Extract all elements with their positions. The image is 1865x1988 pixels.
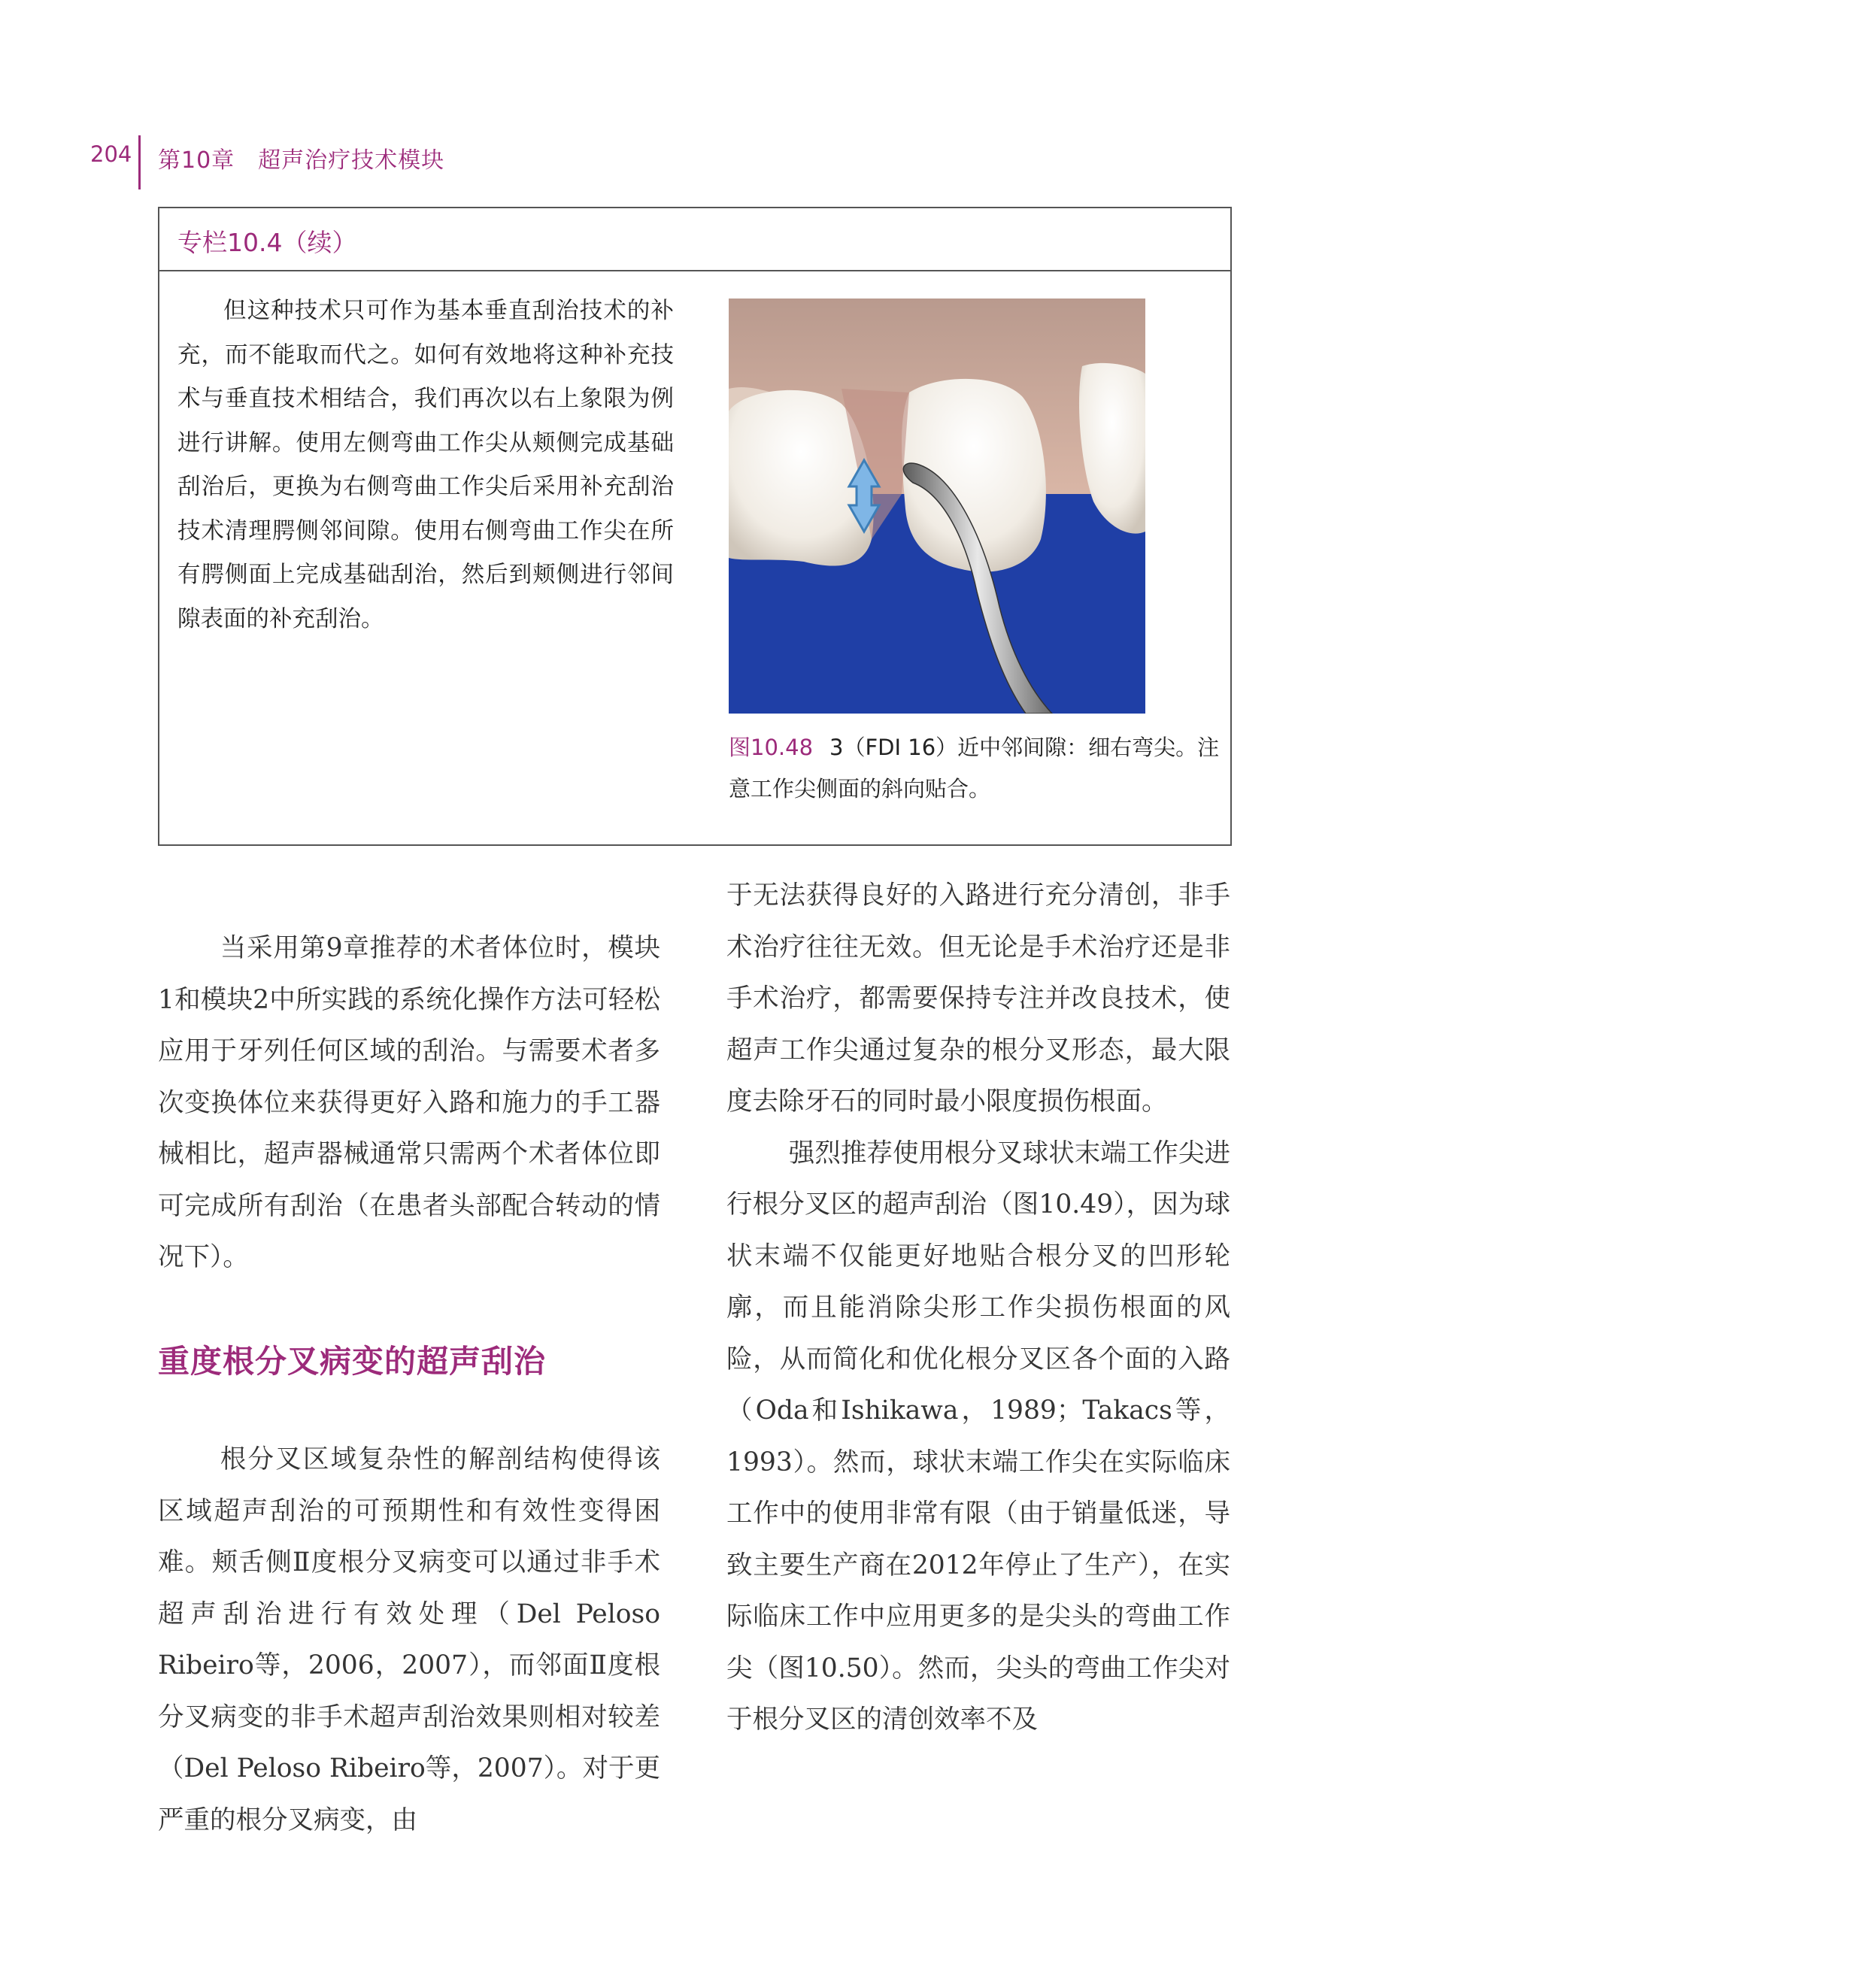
- body-paragraph: 根分叉区域复杂性的解剖结构使得该区域超声刮治的可预期性和有效性变得困难。颊舌侧Ⅱ度根分叉病变可以通过非手术超声刮治进行有效处理（Del Peloso Ribeiro等，2006，2007），而邻面Ⅱ度根分叉病变的非手术超声刮治效果则相对较差（Del Peloso Ribeiro等，2007）。对于更严重的根分叉病变，由: [158, 1444, 660, 1835]
- body-paragraph-continued: 于无法获得良好的入路进行充分清创，非手术治疗往往无效。但无论是手术治疗还是非手术治疗，都需要保持专注并改良技术，使超声工作尖通过复杂的根分叉形态，最大限度去除牙石的同时最小限度损伤根面。: [726, 880, 1230, 1117]
- section-heading: 重度根分叉病变的超声刮治: [158, 1343, 547, 1380]
- figure-caption-text: 3（FDI 16）近中邻间隙：细右弯尖。注意工作尖侧面的斜向贴合。: [729, 735, 1220, 802]
- box-title: 专栏10.4（续）: [177, 228, 357, 257]
- figure-label: 图10.48: [729, 735, 814, 760]
- sidebar-box: [158, 207, 1232, 846]
- figure-photo: [729, 299, 1145, 714]
- page-number: 204: [90, 141, 132, 167]
- left-column-top: [158, 923, 660, 1283]
- body-paragraph: 当采用第9章推荐的术者体位时，模块1和模块2中所实践的系统化操作方法可轻松应用于牙列任何区域的刮治。与需要术者多次变换体位来获得更好入路和施力的手工器械相比，超声器械通常只需两个术者体位即可完成所有刮治（在患者头部配合转动的情况下）。: [158, 933, 660, 1272]
- body-paragraph: 强烈推荐使用根分叉球状末端工作尖进行根分叉区的超声刮治（图10.49），因为球状末端不仅能更好地贴合根分叉的凹形轮廓，而且能消除尖形工作尖损伤根面的风险，从而简化和优化根分叉区各个面的入路（Oda和Ishikawa，1989；Takacs等，1993）。然而，球状末端工作尖在实际临床工作中的使用非常有限（由于销量低迷，导致主要生产商在2012年停止了生产），在实际临床工作中应用更多的是尖头的弯曲工作尖（图10.50）。然而，尖头的弯曲工作尖对于根分叉区的清创效率不及: [726, 1138, 1230, 1735]
- dental-photo-illustration: [729, 299, 1145, 714]
- figure-caption: [729, 727, 1225, 810]
- right-column: [726, 870, 1230, 1746]
- header-divider: [138, 135, 141, 189]
- left-column-bottom: [158, 1434, 660, 1846]
- box-paragraph: 但这种技术只可作为基本垂直刮治技术的补充，而不能取而代之。如何有效地将这种补充技术与垂直技术相结合，我们再次以右上象限为例进行讲解。使用左侧弯曲工作尖从颊侧完成基础刮治后，更换为右侧弯曲工作尖后采用补充刮治技术清理腭侧邻间隙。使用右侧弯曲工作尖在所有腭侧面上完成基础刮治，然后到颊侧进行邻间隙表面的补充刮治。: [177, 298, 674, 632]
- chapter-title: 第10章 超声治疗技术模块: [158, 147, 445, 174]
- box-header: [159, 208, 1230, 271]
